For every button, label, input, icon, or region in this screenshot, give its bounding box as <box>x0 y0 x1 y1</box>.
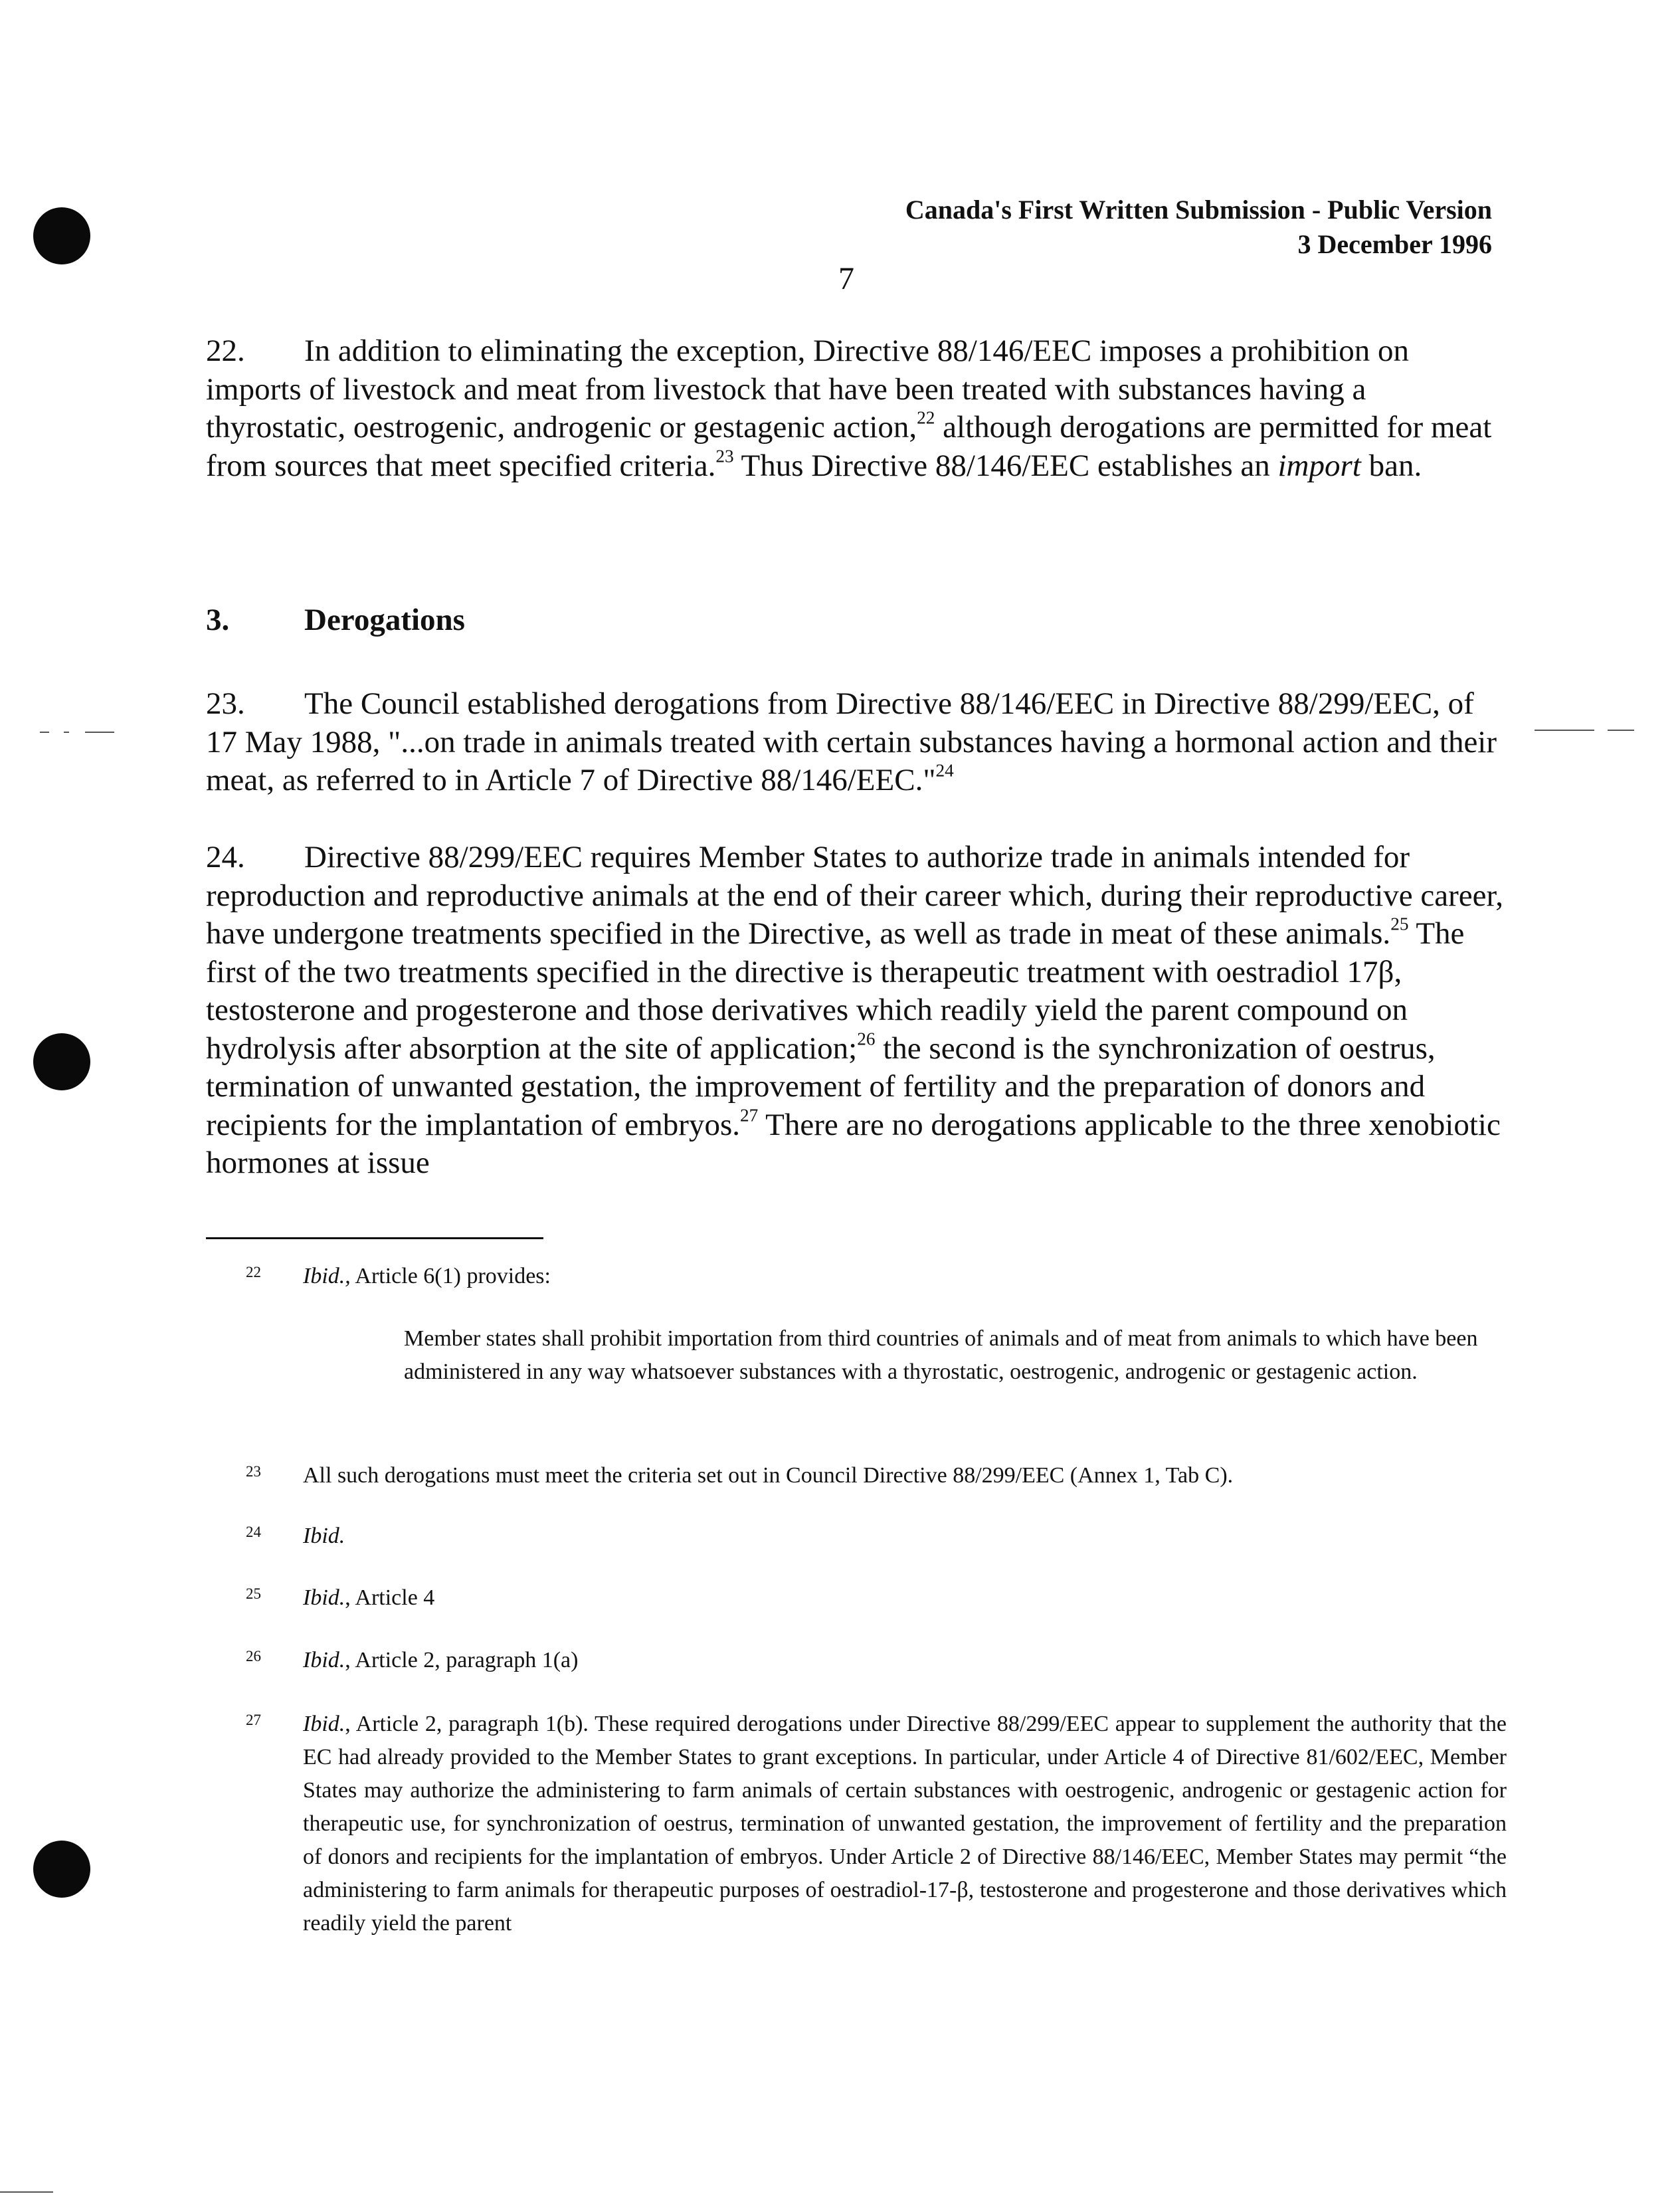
footnote-mark: 24 <box>246 1524 261 1540</box>
footnote-mark: 26 <box>246 1648 261 1664</box>
footnote-ibid: Ibid., <box>303 1264 351 1288</box>
paragraph-number: 23. <box>206 686 245 721</box>
punch-hole <box>33 207 90 264</box>
paragraph-text: The Council established derogations from Directive 88/146/EEC in Directive 88/299/EEC, of 17 May 1988, "...on trade in animals treated with certain substances having a hormonal action and their meat, as referred to in Article 7 of Directive 88/146/EEC." <box>206 686 1497 797</box>
footnote-mark: 27 <box>246 1712 261 1728</box>
footnote-22-quote: Member states shall prohibit importation from third countries of animals and of meat from animals to which have been administered in any way whatsoever substances with a thyrostatic, oestrogenic, androgenic or gestagenic action. <box>404 1326 1478 1384</box>
paragraph-text: the second is the synchronization of oestrus, termination of unwanted gestation, the improvement of fertility and the preparation of donors and recipients for the implantation of embryos. <box>206 1031 1436 1142</box>
page-header <box>905 193 1492 262</box>
paragraph-24 <box>206 839 1508 1183</box>
scan-mark <box>40 732 49 733</box>
paragraph-23 <box>206 685 1508 800</box>
footnote-rule <box>206 1237 543 1239</box>
footnote-text: Article 6(1) provides: <box>350 1264 551 1288</box>
paragraph-text: The first of the two treatments specified in the directive is therapeutic treatment with oestradiol 17β, testosterone and progesterone and those derivatives which readily yield the parent compound on hydrolysis after absorption at the site of application; <box>206 916 1465 1066</box>
paragraph-text: In addition to eliminating the exception, Directive 88/146/EEC imposes a prohibition on imports of livestock and meat from livestock that have been treated with substances having a thyrostatic, oestrogenic, androgenic or gestagenic action, <box>206 334 1409 445</box>
header-title: Canada's First Written Submission - Public Version <box>905 195 1492 225</box>
footnote-reference: 22 <box>917 407 935 428</box>
footnote-text: , Article 4 <box>345 1585 435 1610</box>
footnote-ibid: Ibid. <box>303 1585 345 1610</box>
section-title: Derogations <box>304 603 465 637</box>
section-heading <box>206 602 465 638</box>
paragraph-text: Directive 88/299/EEC requires Member States to authorize trade in animals intended for reproduction and reproductive animals at the end of their career which, during their reproductive career, have undergone treatments specified in the Directive, as well as trade in meat of these animals. <box>206 840 1503 951</box>
section-number: 3. <box>206 603 230 637</box>
footnote-mark: 22 <box>246 1264 261 1280</box>
footnote-reference: 25 <box>1390 914 1409 934</box>
scan-mark <box>1535 730 1594 731</box>
scan-mark <box>85 732 114 733</box>
footnote-mark: 25 <box>246 1585 261 1602</box>
footnote-reference: 24 <box>935 760 954 781</box>
paragraph-text: although derogations are permitted for meat from sources that meet specified criteria. <box>206 410 1492 483</box>
paragraph-text: Thus Directive 88/146/EEC establishes an <box>733 448 1278 483</box>
paragraph-22 <box>206 332 1508 485</box>
footnote-27 <box>246 1708 1507 1940</box>
footnote-reference: 26 <box>857 1029 876 1049</box>
footnote-25 <box>246 1581 1507 1615</box>
paragraph-number: 22. <box>206 334 245 368</box>
scan-mark <box>64 732 69 733</box>
footnote-ibid: Ibid. <box>303 1524 345 1548</box>
header-date: 3 December 1996 <box>1297 229 1492 259</box>
emphasis-text: import <box>1277 448 1361 483</box>
footnote-text: , Article 2, paragraph 1(a) <box>345 1648 579 1672</box>
footnote-text: All such derogations must meet the criteria set out in Council Directive 88/299/EEC (Annex 1, Tab C). <box>303 1463 1234 1488</box>
paragraph-text: ban. <box>1360 448 1422 483</box>
footnote-text: , Article 2, paragraph 1(b). These required derogations under Directive 88/299/EEC appear to supplement the authority that the EC had already provided to the Member States to grant exceptions. In particular, under Article 4 of Directive 81/602/EEC, Member States may authorize the administering to farm animals of certain substances with oestrogenic, androgenic or gestagenic action for therapeutic use, for synchronization of oestrus, termination of unwanted gestation, the improvement of fertility and the preparation of donors and recipients for the implantation of embryos. Under Article 2 of Directive 88/146/EEC, Member States may permit “the administering to farm animals for therapeutic purposes of oestradiol-17-β, testosterone and progesterone and those derivatives which readily yield the parent <box>303 1712 1507 1936</box>
scan-mark <box>1608 730 1634 731</box>
footnote-23 <box>246 1459 1507 1492</box>
footnote-mark: 23 <box>246 1463 261 1480</box>
punch-hole <box>33 1841 90 1898</box>
footnote-26 <box>246 1644 1507 1677</box>
footnote-24 <box>246 1520 1507 1553</box>
footnote-reference: 27 <box>740 1105 759 1126</box>
scan-mark <box>0 2191 53 2193</box>
footnote-ibid: Ibid. <box>303 1648 345 1672</box>
paragraph-number: 24. <box>206 840 245 874</box>
paragraph-text: There are no derogations applicable to the three xenobiotic hormones at issue <box>206 1107 1501 1180</box>
footnote-22 <box>246 1260 1507 1293</box>
footnote-reference: 23 <box>715 446 734 466</box>
page-number: 7 <box>838 261 854 296</box>
punch-hole <box>33 1033 90 1090</box>
footnote-ibid: Ibid. <box>303 1712 345 1736</box>
